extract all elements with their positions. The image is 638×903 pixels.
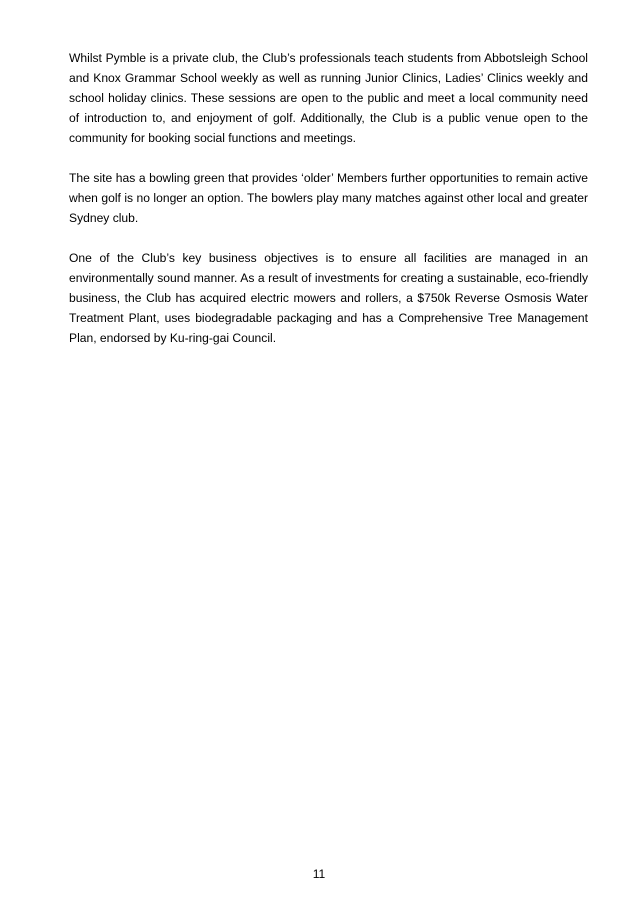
paragraph-environment: One of the Club’s key business objectives is to ensure all facilities are managed in an environmentally sound manner. As a result of investments for creating a sustainable, eco-friendly business, the Club has acquired electric mowers and rollers, a $750k Reverse Osmosis Water Treatment Plant, uses biodegradable packaging and has a Comprehensive Tree Management Plan, endorsed by Ku-ring-gai Council. [69, 251, 588, 345]
paragraph-community-programs: Whilst Pymble is a private club, the Club’s professionals teach students from Abbotsleigh School and Knox Grammar School weekly as well as running Junior Clinics, Ladies’ Clinics weekly and school holiday clinics. These sessions are open to the public and meet a local community need of introduction to, and enjoyment of golf. Additionally, the Club is a public venue open to the community for booking social functions and meetings. [69, 51, 588, 145]
paragraph-bowling-green: The site has a bowling green that provides ‘older’ Members further opportunities to remain active when golf is no longer an option. The bowlers play many matches against other local and greater Sydney club. [69, 171, 588, 225]
page-number: 11 [312, 867, 326, 881]
body-text [69, 48, 588, 368]
